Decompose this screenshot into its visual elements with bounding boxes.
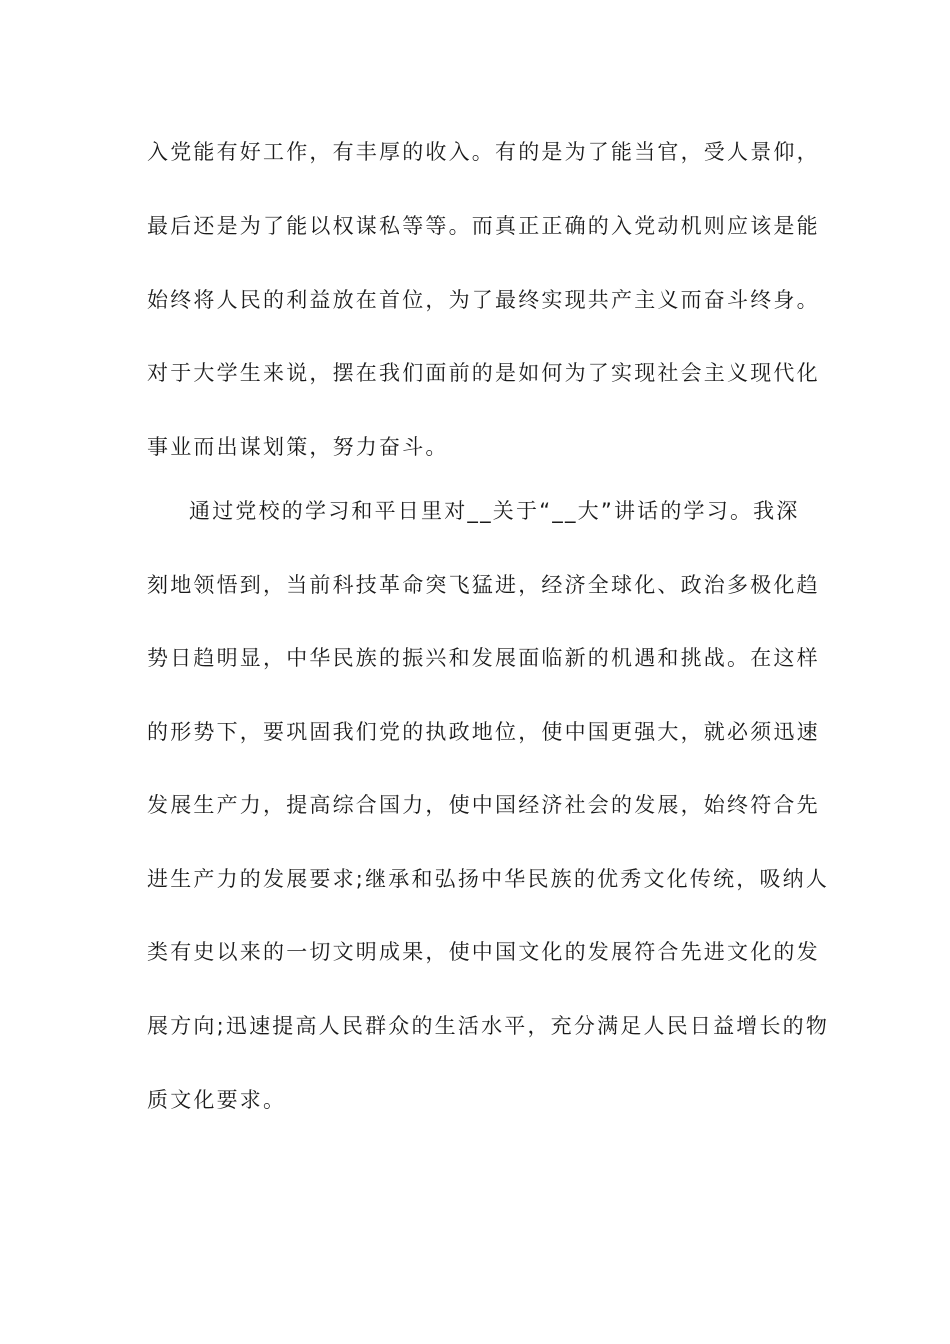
paragraph-line: 始终将人民的利益放在首位，为了最终实现共产主义而奋斗终身。 <box>147 288 820 312</box>
paragraph-line: 质文化要求。 <box>147 1088 287 1112</box>
paragraph-line: 通过党校的学习和平日里对__关于“__大”讲话的学习。我深 <box>189 499 800 523</box>
paragraph-line: 势日趋明显，中华民族的振兴和发展面临新的机遇和挑战。在这样 <box>147 646 820 670</box>
paragraph-line: 的形势下，要巩固我们党的执政地位，使中国更强大，就必须迅速 <box>147 720 820 744</box>
paragraph-line: 进生产力的发展要求;继承和弘扬中华民族的优秀文化传统，吸纳人 <box>147 867 830 891</box>
paragraph-line: 对于大学生来说，摆在我们面前的是如何为了实现社会主义现代化 <box>147 361 820 385</box>
paragraph-line: 类有史以来的一切文明成果，使中国文化的发展符合先进文化的发 <box>147 940 820 964</box>
paragraph-line: 展方向;迅速提高人民群众的生活水平，充分满足人民日益增长的物 <box>147 1014 830 1038</box>
paragraph-line: 事业而出谋划策，努力奋斗。 <box>147 435 449 459</box>
paragraph-line: 刻地领悟到，当前科技革命突飞猛进，经济全球化、政治多极化趋 <box>147 573 820 597</box>
paragraph-line: 最后还是为了能以权谋私等等。而真正正确的入党动机则应该是能 <box>147 214 820 238</box>
paragraph-line: 入党能有好工作，有丰厚的收入。有的是为了能当官，受人景仰， <box>147 140 820 164</box>
paragraph-line: 发展生产力，提高综合国力，使中国经济社会的发展，始终符合先 <box>147 793 820 817</box>
